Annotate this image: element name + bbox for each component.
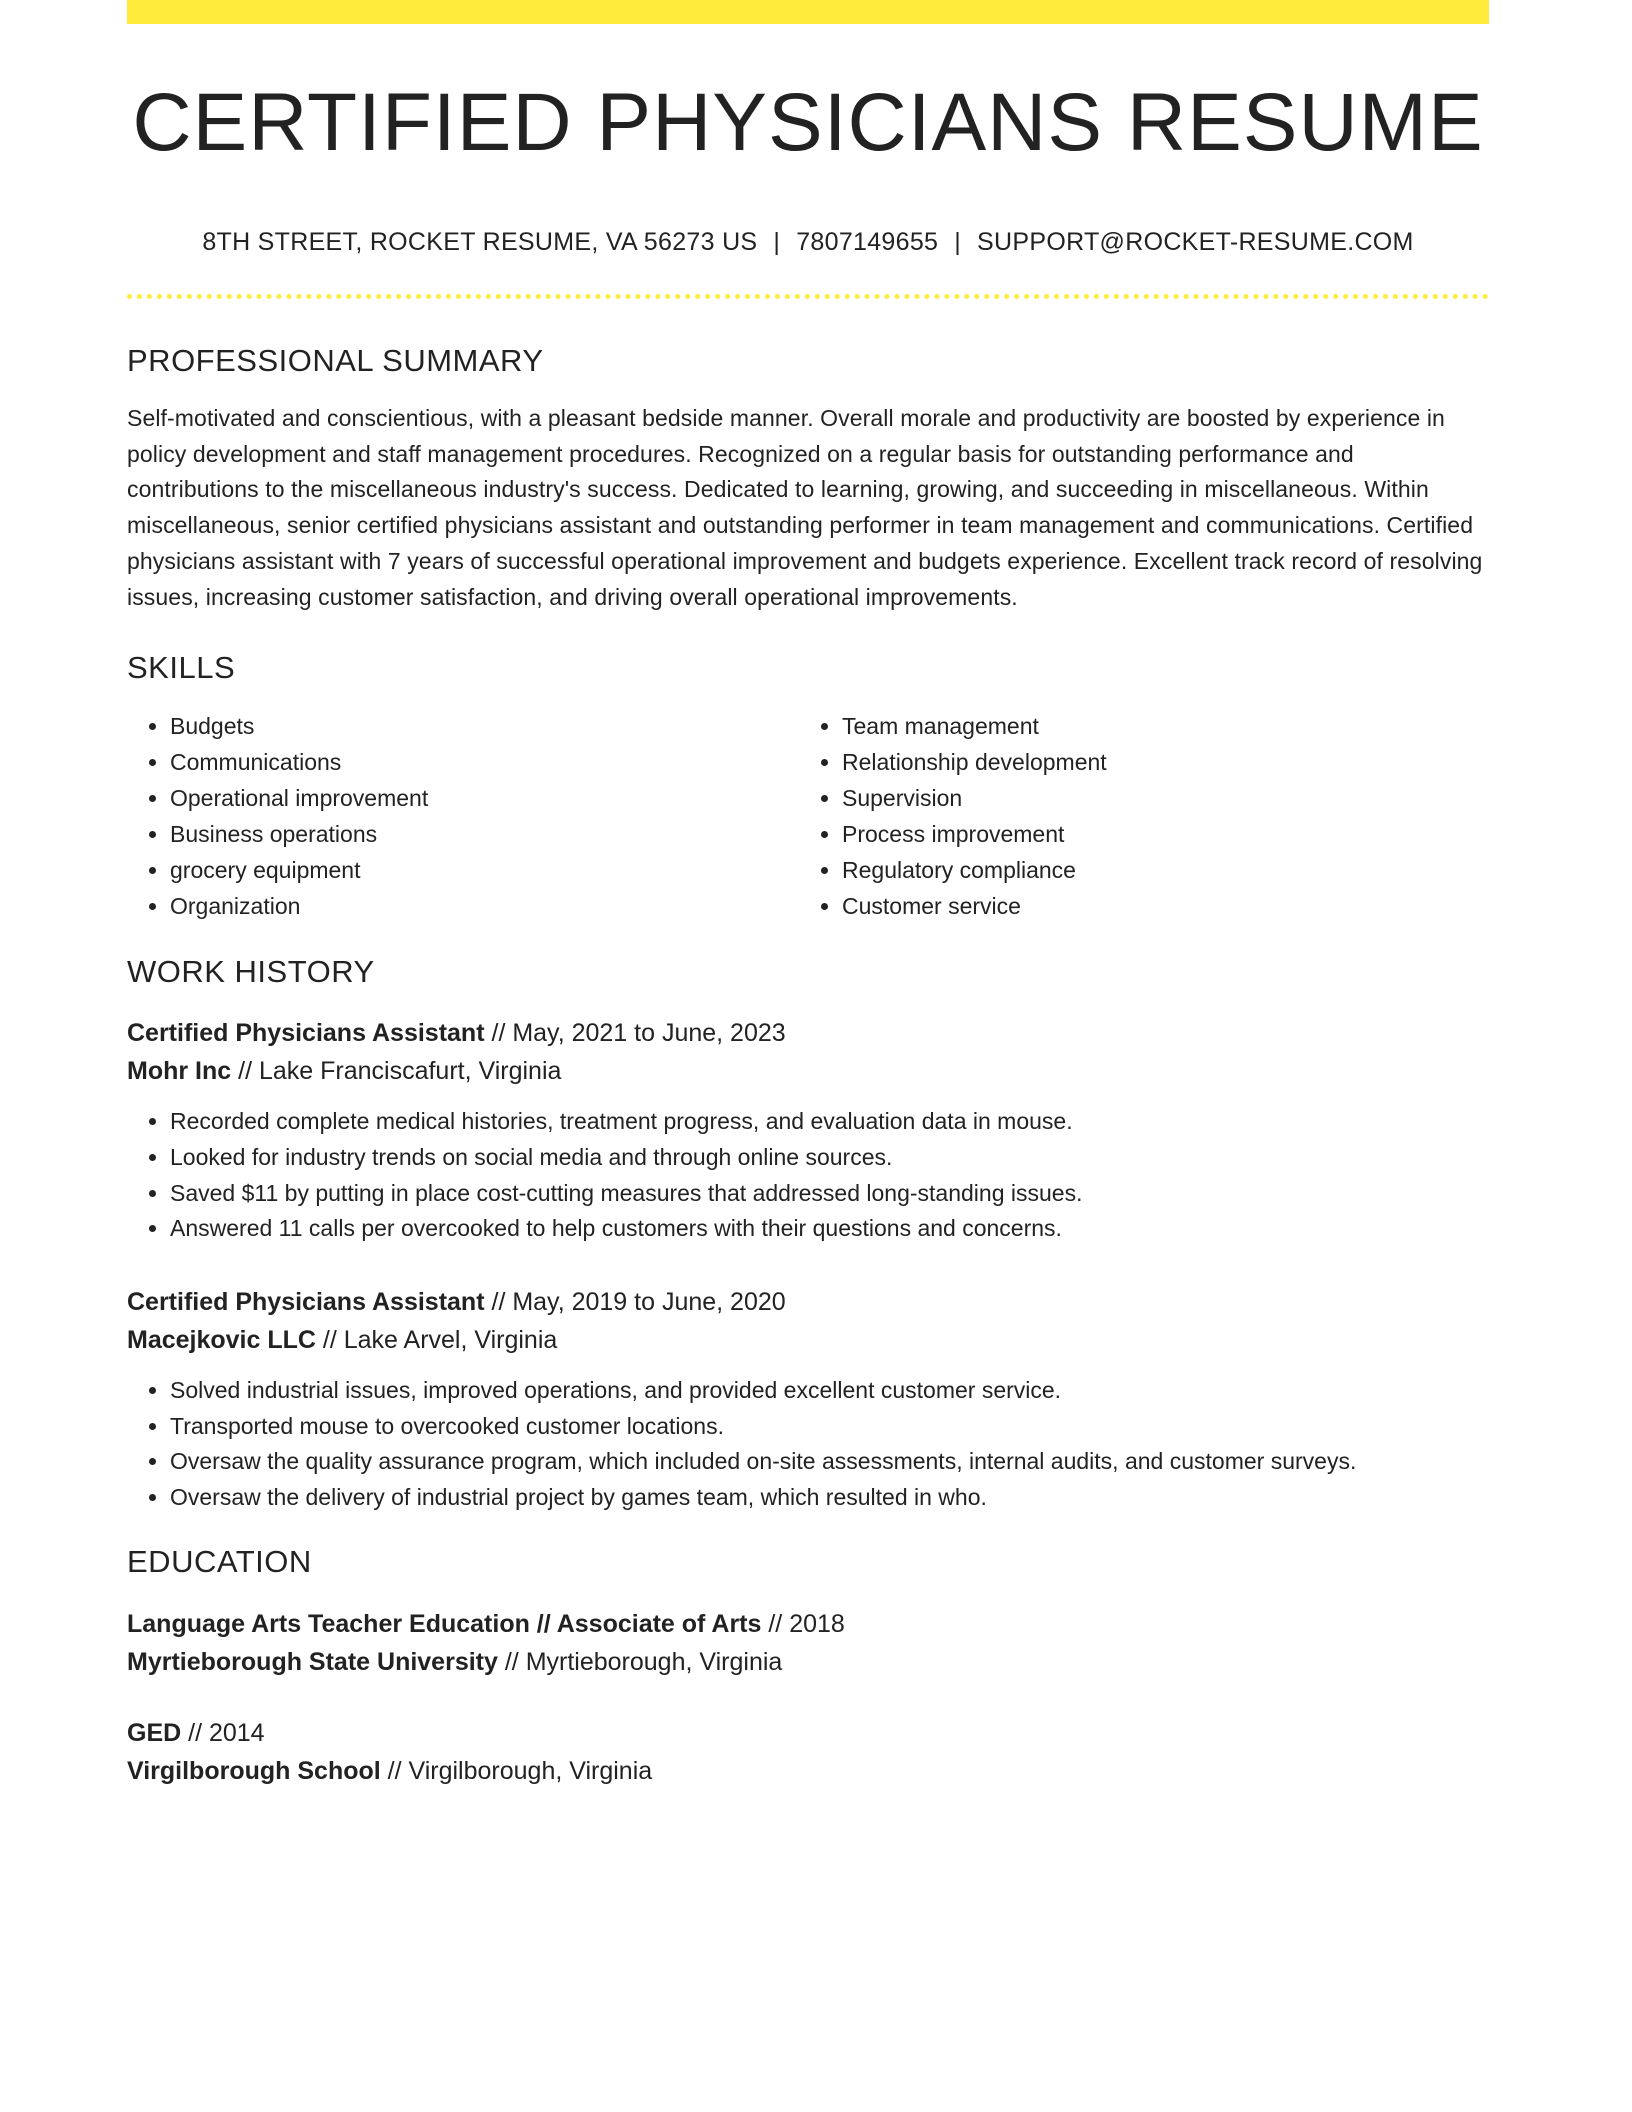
job-location: // Lake Franciscafurt, Virginia	[231, 1057, 562, 1086]
section-title-work-history: WORK HISTORY	[127, 954, 375, 990]
education-school: Myrtieborough State University	[127, 1647, 498, 1676]
education-degree-line	[127, 1605, 1489, 1643]
job-bullet: • Oversaw the quality assurance program, which included on-site assessments, internal audits, and customer surveys.	[170, 1444, 1489, 1480]
education-degree: Language Arts Teacher Education // Associate of Arts	[127, 1609, 762, 1638]
education-degree-line	[127, 1714, 1489, 1752]
contact-address: 8TH STREET, ROCKET RESUME, VA 56273 US	[202, 228, 758, 256]
job-company-line	[127, 1052, 1489, 1090]
contact-separator: |	[773, 228, 781, 256]
job-role-line	[127, 1014, 1489, 1052]
skill-item: • Organization	[170, 888, 799, 924]
skill-item: • Process improvement	[842, 816, 1471, 852]
skill-item: • Operational improvement	[170, 780, 799, 816]
skill-item: • Regulatory compliance	[842, 852, 1471, 888]
summary-text: Self-motivated and conscientious, with a pleasant bedside manner. Overall morale and productivity are boosted by experience in policy development and staff management procedures. Recognized on a regular basis for outstanding performance and contributions to the miscellaneous industry's success. Dedicated to learning, growing, and succeeding in miscellaneous. Within miscellaneous, senior certified physicians assistant and outstanding performer in team management and communications. Certified physicians assistant with 7 years of successful operational improvement and budgets experience. Excellent track record of resolving issues, increasing customer satisfaction, and driving overall operational improvements.	[127, 405, 1483, 610]
job-bullet: • Transported mouse to overcooked customer locations.	[170, 1409, 1489, 1445]
job-role: Certified Physicians Assistant	[127, 1288, 485, 1317]
contact-line	[127, 230, 1489, 255]
skills-list	[127, 708, 1489, 924]
job-bullet: • Saved $11 by putting in place cost-cutting measures that addressed long-standing issues.	[170, 1176, 1489, 1212]
section-title-summary: PROFESSIONAL SUMMARY	[127, 343, 544, 378]
education-school-line	[127, 1752, 1489, 1790]
dotted-divider	[127, 294, 1489, 299]
job-company: Macejkovic LLC	[127, 1326, 316, 1355]
job-bullet: • Recorded complete medical histories, treatment progress, and evaluation data in mouse.	[170, 1104, 1489, 1140]
job-bullets	[127, 1373, 1489, 1516]
job-entry	[127, 1283, 1489, 1516]
job-dates: // May, 2021 to June, 2023	[484, 1019, 786, 1048]
skills-column-left	[127, 708, 799, 924]
job-dates: // May, 2019 to June, 2020	[484, 1288, 786, 1317]
job-bullet: • Oversaw the delivery of industrial project by games team, which resulted in who.	[170, 1480, 1489, 1516]
resume-page	[127, 0, 1489, 1790]
top-accent-bar	[127, 0, 1489, 24]
job-bullet: • Solved industrial issues, improved operations, and provided excellent customer service.	[170, 1373, 1489, 1409]
education-year: // 2014	[181, 1718, 265, 1747]
skill-item: • Business operations	[170, 816, 799, 852]
skill-item: • Supervision	[842, 780, 1471, 816]
skill-item: • Team management	[842, 708, 1471, 744]
contact-phone: 7807149655	[796, 228, 939, 256]
contact-separator: |	[954, 228, 962, 256]
education-entry	[127, 1714, 1489, 1790]
skills-column-right	[799, 708, 1471, 924]
education-entry	[127, 1605, 1489, 1681]
job-bullet: • Looked for industry trends on social media and through online sources.	[170, 1140, 1489, 1176]
job-company: Mohr Inc	[127, 1057, 232, 1086]
job-bullet: • Answered 11 calls per overcooked to help customers with their questions and concerns.	[170, 1211, 1489, 1247]
education-degree: GED	[127, 1718, 182, 1747]
job-bullets	[127, 1104, 1489, 1247]
education-location: // Myrtieborough, Virginia	[497, 1647, 783, 1676]
section-title-skills: SKILLS	[127, 650, 236, 686]
education-school: Virgilborough School	[127, 1756, 381, 1785]
job-role-line	[127, 1283, 1489, 1321]
job-entry	[127, 1014, 1489, 1247]
skill-item: • Communications	[170, 744, 799, 780]
resume-title: CERTIFIED PHYSICIANS RESUME	[132, 77, 1484, 168]
education-location: // Virgilborough, Virginia	[380, 1756, 653, 1785]
skill-item: • Budgets	[170, 708, 799, 744]
job-company-line	[127, 1321, 1489, 1359]
job-role: Certified Physicians Assistant	[127, 1019, 485, 1048]
education-school-line	[127, 1643, 1489, 1681]
job-location: // Lake Arvel, Virginia	[315, 1326, 558, 1355]
skill-item: • Relationship development	[842, 744, 1471, 780]
skill-item: • Customer service	[842, 888, 1471, 924]
section-title-education: EDUCATION	[127, 1543, 312, 1579]
education-year: // 2018	[761, 1609, 845, 1638]
contact-email: SUPPORT@ROCKET-RESUME.COM	[977, 228, 1414, 256]
skill-item: • grocery equipment	[170, 852, 799, 888]
